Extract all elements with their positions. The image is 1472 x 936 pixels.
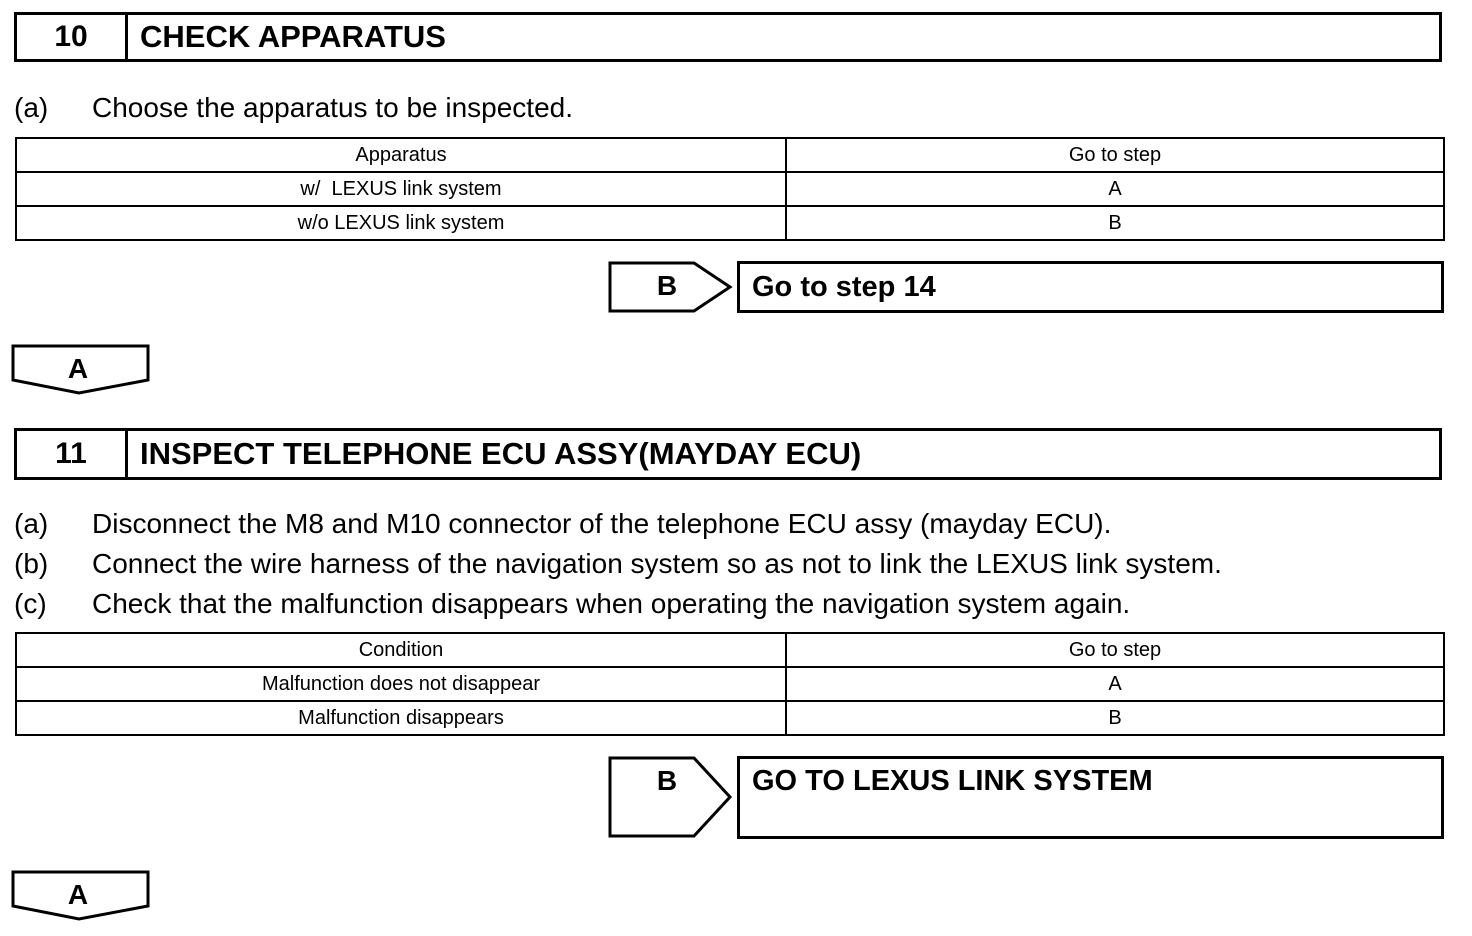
step-10-header [14,12,1442,62]
table-header-cell: Go to step [786,138,1444,172]
table-cell: B [786,701,1444,735]
table-cell: B [786,206,1444,240]
step-11-result-box: GO TO LEXUS LINK SYSTEM [737,756,1444,839]
table-cell: A [786,667,1444,701]
step-10-result-box: Go to step 14 [737,261,1444,313]
step-11-number: 11 [17,431,128,477]
table-cell: Malfunction disappears [16,701,786,735]
table-cell: A [786,172,1444,206]
table-header-cell: Go to step [786,633,1444,667]
step-10-number: 10 [17,15,128,59]
instruction-label: (a) [14,508,49,539]
step-11-table [15,632,1445,736]
table-cell: Malfunction does not disappear [16,667,786,701]
step-10-title: CHECK APPARATUS [140,19,446,54]
instruction-text: Check that the malfunction disappears when operating the navigation system again. [92,588,1131,619]
step-10-table [15,137,1445,241]
table-header-row [16,138,1444,172]
table-row [16,172,1444,206]
table-cell: w/o LEXUS link system [16,206,786,240]
instruction-text: Choose the apparatus to be inspected. [92,92,574,123]
step-11-a-label: A [67,879,89,910]
instruction-text: Connect the wire harness of the navigation system so as not to link the LEXUS link system. [92,548,1222,579]
table-row [16,206,1444,240]
step-11-instruction-b [14,548,1222,580]
table-header-cell: Apparatus [16,138,786,172]
step-10-b-label: B [656,270,678,301]
instruction-label: (c) [14,588,47,619]
step-11-title: INSPECT TELEPHONE ECU ASSY(MAYDAY ECU) [140,436,862,471]
step-10-a-label: A [67,353,89,384]
step-11-header [14,428,1442,480]
step-10-instruction-a [14,92,573,124]
step-11-instruction-c [14,588,1130,620]
instruction-label: (b) [14,548,49,579]
step-11-instruction-a [14,508,1111,540]
table-row [16,667,1444,701]
step-11-b-label: B [656,765,678,796]
table-header-row [16,633,1444,667]
instruction-text: Disconnect the M8 and M10 connector of the telephone ECU assy (mayday ECU). [92,508,1112,539]
table-row [16,701,1444,735]
instruction-label: (a) [14,92,49,123]
table-cell: w/ LEXUS link system [16,172,786,206]
table-header-cell: Condition [16,633,786,667]
